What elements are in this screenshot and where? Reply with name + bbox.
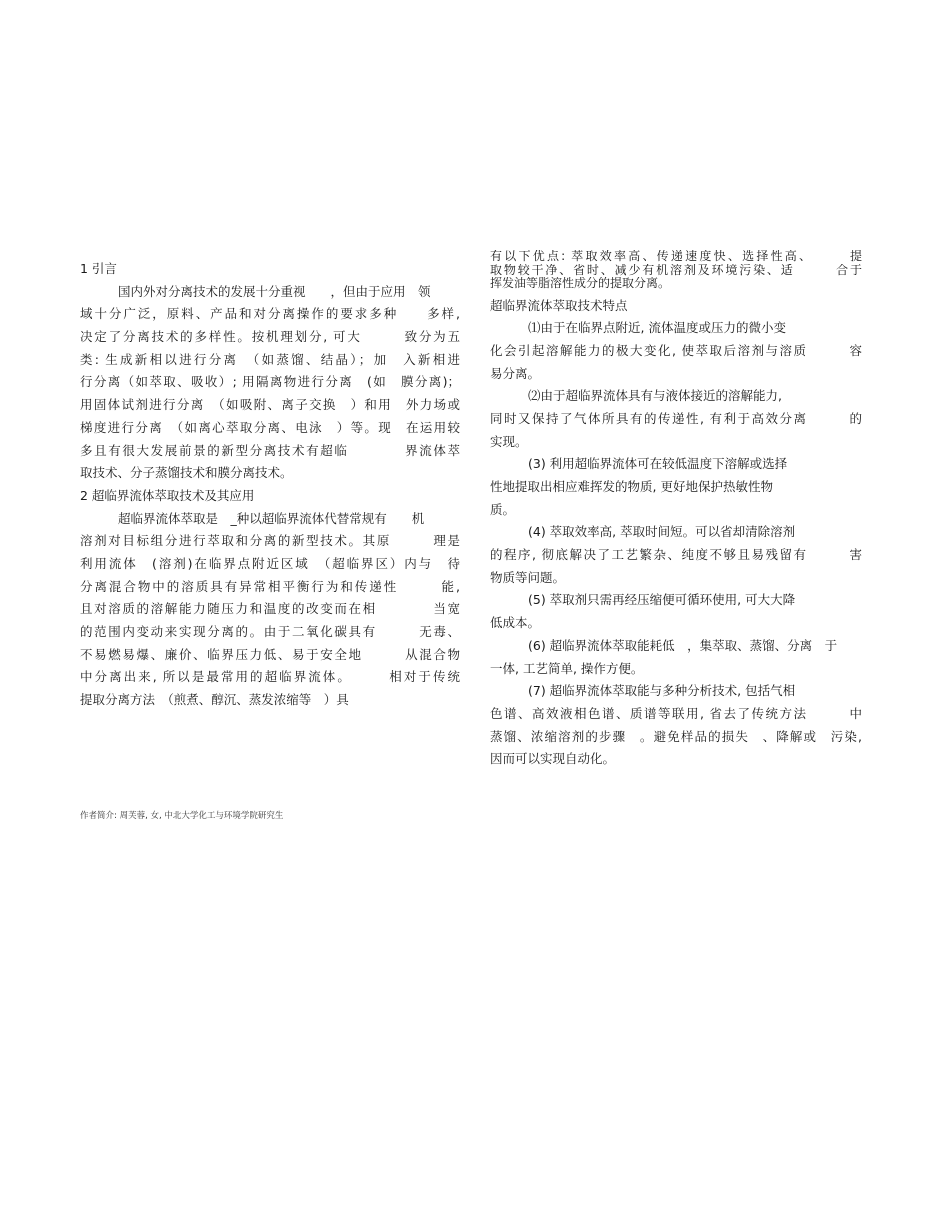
body-line: 性地提取出相应难挥发的物质, 更好地保护热敏性物 — [490, 479, 773, 494]
body-line: 挥发油等脂溶性成分的提取分离。 — [490, 277, 671, 290]
body-line: (4) 萃取效率高, 萃取时间短。可以省却清除溶剂 — [528, 524, 796, 540]
body-line: 不易燃易爆、廉价、临界压力低、易于安全地 从混合物 — [80, 646, 460, 662]
body-line: 梯度进行分离 （如离心萃取分离、电泳 ）等。现 在运用较 — [80, 419, 460, 435]
body-line: 分离混合物中的溶质具有异常相平衡行为和传递性 能, — [80, 578, 460, 594]
feature-item-7 — [490, 680, 862, 771]
body-line: 超临界流体萃取是 _种以超临界流体代替常规有 机 — [118, 510, 425, 526]
body-line: 质。 — [490, 501, 516, 517]
body-line: 中分离出来, 所以是最常用的超临界流体。 相对于传统 — [80, 669, 460, 685]
body-line: 提取分离方法 （煎煮、醇沉、蒸发浓缩等 ）具 — [80, 692, 349, 708]
body-line: 国内外对分离技术的发展十分重视 ，但由于应用 领 — [118, 283, 431, 299]
body-line: (6) 超临界流体萃取能耗低 ，集萃取、蒸馏、分离 于 — [528, 637, 838, 653]
body-line: (5) 萃取剂只需再经压缩便可循环使用, 可大大降 — [528, 592, 796, 608]
feature-item-1 — [490, 317, 862, 385]
body-line: 实现。 — [490, 433, 528, 449]
body-line: 的范围内变动来实现分离的。由于二氧化碳具有 无毒、 — [80, 624, 460, 639]
feature-item-5 — [490, 589, 862, 634]
body-line: 溶剂对目标组分进行萃取和分离的新型技术。其原 理是 — [80, 533, 460, 549]
feature-item-2 — [490, 385, 862, 453]
body-line: 域十分广泛，原料、产品和对分离操作的要求多种 多样, — [80, 306, 460, 322]
right-column — [490, 250, 862, 771]
body-line: 一体, 工艺简单, 操作方便。 — [490, 660, 644, 676]
feature-item-6 — [490, 635, 862, 680]
body-line: 物质等问题。 — [490, 569, 566, 585]
body-line: 同时又保持了气体所具有的传递性, 有利于高效分离 的 — [490, 410, 862, 426]
body-line: 蒸馏、浓缩溶剂的步骤 。避免样品的损失 、降解或 污染, — [490, 728, 862, 744]
feature-item-4 — [490, 521, 862, 589]
body-line: (7) 超临界流体萃取能与多种分析技术, 包括气相 — [528, 683, 796, 699]
section-1-heading: 1 引言 — [80, 261, 117, 276]
feature-item-3 — [490, 453, 862, 521]
body-line: 取技术、分子蒸馏技术和膜分离技术。 — [80, 465, 293, 481]
body-line: 化会引起溶解能力的极大变化, 使萃取后溶剂与溶质 容 — [490, 342, 862, 358]
features-heading: 超临界流体萃取技术特点 — [490, 297, 628, 313]
body-line: 用固体试剂进行分离 （如吸附、离子交换 ）和用 外力场或 — [80, 397, 460, 413]
body-line: 低成本。 — [490, 615, 541, 631]
section-2-heading: 2 超临界流体萃取技术及其应用 — [80, 487, 255, 503]
body-line: 类: 生成新相以进行分离 （如蒸馏、结晶）；加 入新相进 — [80, 351, 460, 367]
body-line: 且对溶质的溶解能力随压力和温度的改变而在相 当宽 — [80, 601, 460, 617]
body-line: ⑴由于在临界点附近, 流体温度或压力的微小变 — [528, 320, 786, 336]
body-line: (3) 利用超临界流体可在较低温度下溶解或选择 — [528, 456, 788, 472]
body-line: 多且有很大发展前景的新型分离技术有超临 界流体萃 — [80, 442, 460, 458]
body-line: 有以下优点: 萃取效率高、传递速度快、选择性高、 提 — [490, 250, 862, 263]
body-line: ⑵由于超临界流体具有与液体接近的溶解能力, — [528, 388, 782, 404]
body-line: 色谱、高效液相色谱、质谱等联用, 省去了传统方法 中 — [490, 705, 862, 721]
author-footnote: 作者简介: 周芙蓉, 女, 中北大学化工与环境学院研究生 — [80, 811, 284, 821]
body-line: 决定了分离技术的多样性。按机理划分, 可大 致分为五 — [80, 329, 460, 345]
body-line: 利用流体 (溶剂)在临界点附近区域 （超临界区）内与 待 — [80, 555, 460, 571]
left-column — [80, 258, 460, 712]
body-line: 行分离（如萃取、吸收）; 用隔离物进行分离 (如 膜分离)； — [80, 374, 460, 390]
body-line: 取物较干净、省时、减少有机溶剂及环境污染、适 合于 — [490, 263, 862, 277]
body-line: 因而可以实现自动化。 — [490, 751, 616, 767]
body-line: 易分离。 — [490, 365, 541, 381]
body-line: 的程序, 彻底解决了工艺繁杂、纯度不够且易残留有 害 — [490, 547, 862, 563]
